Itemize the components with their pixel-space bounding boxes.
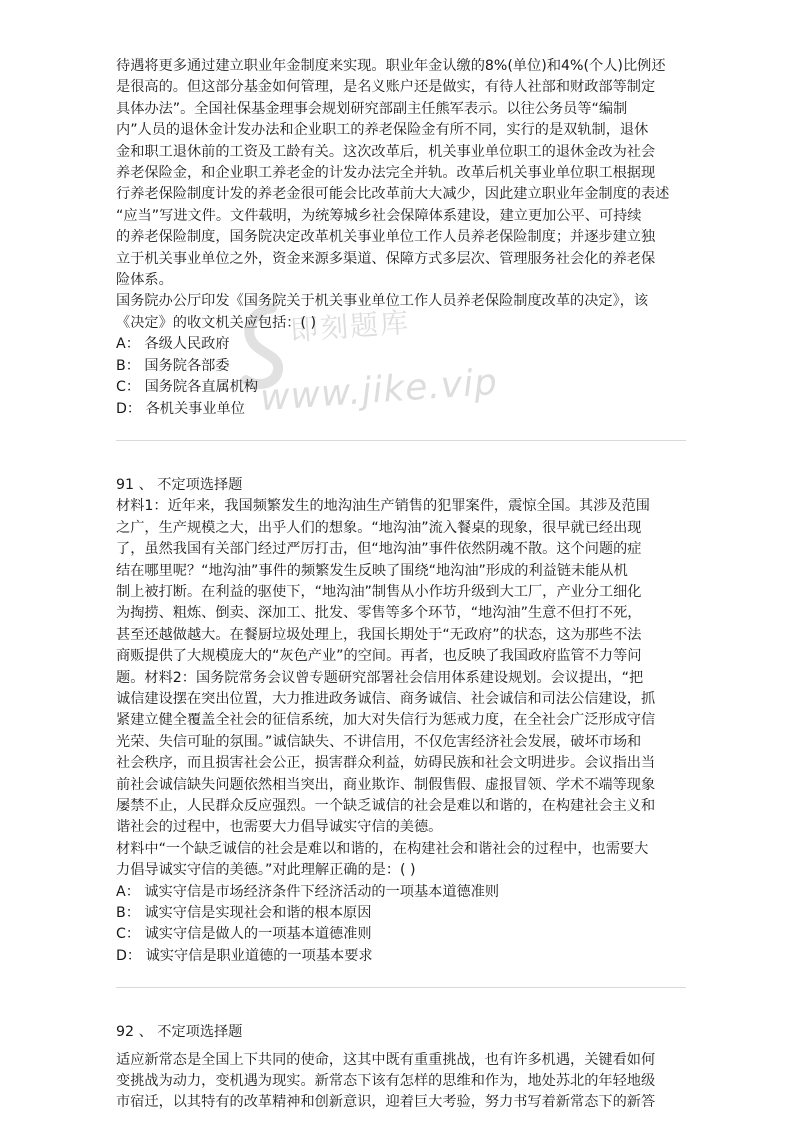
q91-material-line: 材料1：近年来，我国频繁发生的地沟油生产销售的犯罪案件，震惊全国。其涉及范围 — [116, 498, 650, 515]
q91-material-line: 谐社会的过程中，也需要大力倡导诚实守信的美德。 — [116, 819, 443, 836]
q92-stem-line: 适应新常态是全国上下共同的使命，这其中既有重重挑战，也有许多机遇，关键看如何 — [116, 1051, 656, 1068]
q90-stem-line: 是很高的。但这部分基金如何管理，是名义账户还是做实，有待人社部和财政部等制定 — [116, 79, 656, 96]
q90-question — [116, 291, 686, 334]
q90-stem-line: “应当”写进文件。文件载明，为统筹城乡社会保障体系建设，建立更加公平、可持续 — [116, 207, 642, 224]
q90-option-b[interactable]: B： 国务院各部委 — [116, 357, 230, 374]
q91-header: 91 、 不定项选择题 — [116, 476, 243, 493]
q92-stem — [116, 1050, 686, 1114]
q92-stem-line: 变挑战为动力，变机遇为现实。新常态下该有怎样的思维和作为，地处苏北的年轻地级 — [116, 1073, 656, 1090]
q91-material-line: 商贩提供了大规模庞大的“灰色产业”的空间。再者，也反映了我国政府监管不力等问 — [116, 648, 642, 665]
document-page — [116, 56, 686, 1114]
q91-option-c[interactable]: C： 诚实守信是做人的一项基本道德准则 — [116, 926, 372, 943]
q91-material-line: 屡禁不止，人民群众反应强烈。一个缺乏诚信的社会是难以和谐的，在构建社会主义和 — [116, 798, 656, 814]
q90-question-line: 国务院办公厅印发《国务院关于机关事业单位工作人员养老保险制度改革的决定》，该 — [116, 293, 649, 310]
q91-material-line: 了，虽然我国有关部门经过严厉打击，但“地沟油”事件依然阴魂不散。这个问题的症 — [116, 541, 642, 558]
q90-stem-line: 立于机关事业单位之外，资金来源多渠道、保障方式多层次、管理服务社会化的养老保 — [116, 250, 656, 267]
q91-material-line: 光荣、失信可耻的氛围。”诚信缺失、不讲信用，不仅危害经济社会发展，破坏市场和 — [116, 733, 642, 750]
q90-stem-line: 养老保险金，和企业职工养老金的计发办法完全并轨。改革后机关事业单位职工根据现 — [116, 165, 656, 182]
q91-question-line: 力倡导诚实守信的美德。”对此理解正确的是：( ) — [116, 862, 416, 879]
q90-stem-line: 具体办法”。全国社保基金理事会规划研究部副主任熊军表示。以往公务员等“编制 — [116, 100, 628, 117]
q92-header: 92 、 不定项选择题 — [116, 1024, 243, 1041]
q90-option-c[interactable]: C： 国务院各直属机构 — [116, 379, 259, 396]
q90-stem-line: 险体系。 — [116, 272, 173, 289]
q91-question — [116, 839, 686, 882]
q91-question-line: 材料中“一个缺乏诚信的社会是难以和谐的，在构建社会和谐社会的过程中，也需要大 — [116, 840, 649, 857]
q91-material-line: 社会秩序，而且损害社会公正，损害群众利益，妨碍民族和社会文明进步。会议指出当 — [116, 755, 656, 772]
q91-material-line: 诚信建设摆在突出位置，大力推进政务诚信、商务诚信、社会诚信和司法公信建设，抓 — [116, 690, 656, 707]
q90-option-d[interactable]: D： 各机关事业单位 — [116, 400, 245, 417]
question-92 — [116, 1022, 686, 1114]
q91-material — [116, 496, 686, 839]
q91-material-line: 前社会诚信缺失问题依然相当突出，商业欺诈、制假售假、虚报冒领、学术不端等现象 — [116, 776, 656, 793]
question-90 — [116, 56, 686, 420]
q91-material-line: 之广，生产规模之大，出乎人们的想象。“地沟油”流入餐桌的现象，很早就已经出现 — [116, 519, 642, 536]
q92-stem-line: 市宿迁，以其特有的改革精神和创新意识，迎着巨大考验，努力书写着新常态下的新答 — [116, 1094, 656, 1111]
q90-stem-line: 金和职工退休前的工资及工龄有关。这次改革后，机关事业单位职工的退休金改为社会 — [116, 143, 656, 160]
q90-stem — [116, 56, 686, 291]
q91-option-b[interactable]: B： 诚实守信是实现社会和谐的根本原因 — [116, 905, 372, 922]
q91-material-line: 为掏捞、粗炼、倒卖、深加工、批发、零售等多个环节，“地沟油”生意不但打不死， — [116, 605, 642, 622]
q90-stem-line: 的养老保险制度，国务院决定改革机关事业单位工作人员养老保险制度；并逐步建立独 — [116, 229, 656, 246]
watermark-text-url: www.jike.vip — [258, 361, 500, 420]
question-91 — [116, 475, 686, 967]
q91-material-line: 结在哪里呢？“地沟油”事件的频繁发生反映了围绕“地沟油”形成的利益链未能从机 — [116, 562, 628, 579]
q91-material-line: 题。材料2：国务院常务会议曾专题研究部署社会信用体系建设规划。会议提出，“把 — [116, 669, 644, 686]
q90-stem-line: 行养老保险制度计发的养老金很可能会比改革前大大减少，因此建立职业年金制度的表述 — [116, 186, 670, 203]
watermark-text-cn: 即刻题库 — [289, 305, 412, 348]
q91-material-line: 甚至还越做越大。在餐厨垃圾处理上，我国长期处于“无政府”的状态，这为那些不法 — [116, 626, 642, 643]
q90-options — [116, 334, 686, 420]
q91-material-line: 紧建立健全覆盖全社会的征信系统，加大对失信行为惩戒力度，在全社会广泛形成守信 — [116, 712, 656, 729]
q90-stem-line: 待遇将更多通过建立职业年金制度来实现。职业年金认缴的8%(单位)和4%(个人)比例还 — [116, 58, 666, 74]
q91-options — [116, 882, 686, 968]
q90-option-a[interactable]: A： 各级人民政府 — [116, 336, 230, 353]
q91-option-d[interactable]: D： 诚实守信是职业道德的一项基本要求 — [116, 947, 373, 964]
q91-material-line: 制上被打断。在利益的驱使下，“地沟油”制售从小作坊升级到大工厂，产业分工细化 — [116, 583, 642, 600]
q91-option-a[interactable]: A： 诚实守信是市场经济条件下经济活动的一项基本道德准则 — [116, 883, 500, 900]
q90-question-line: 《决定》的收文机关应包括：( ) — [116, 314, 317, 331]
q90-stem-line: 内”人员的退休金计发办法和企业职工的养老保险金有所不同，实行的是双轨制，退休 — [116, 122, 649, 139]
